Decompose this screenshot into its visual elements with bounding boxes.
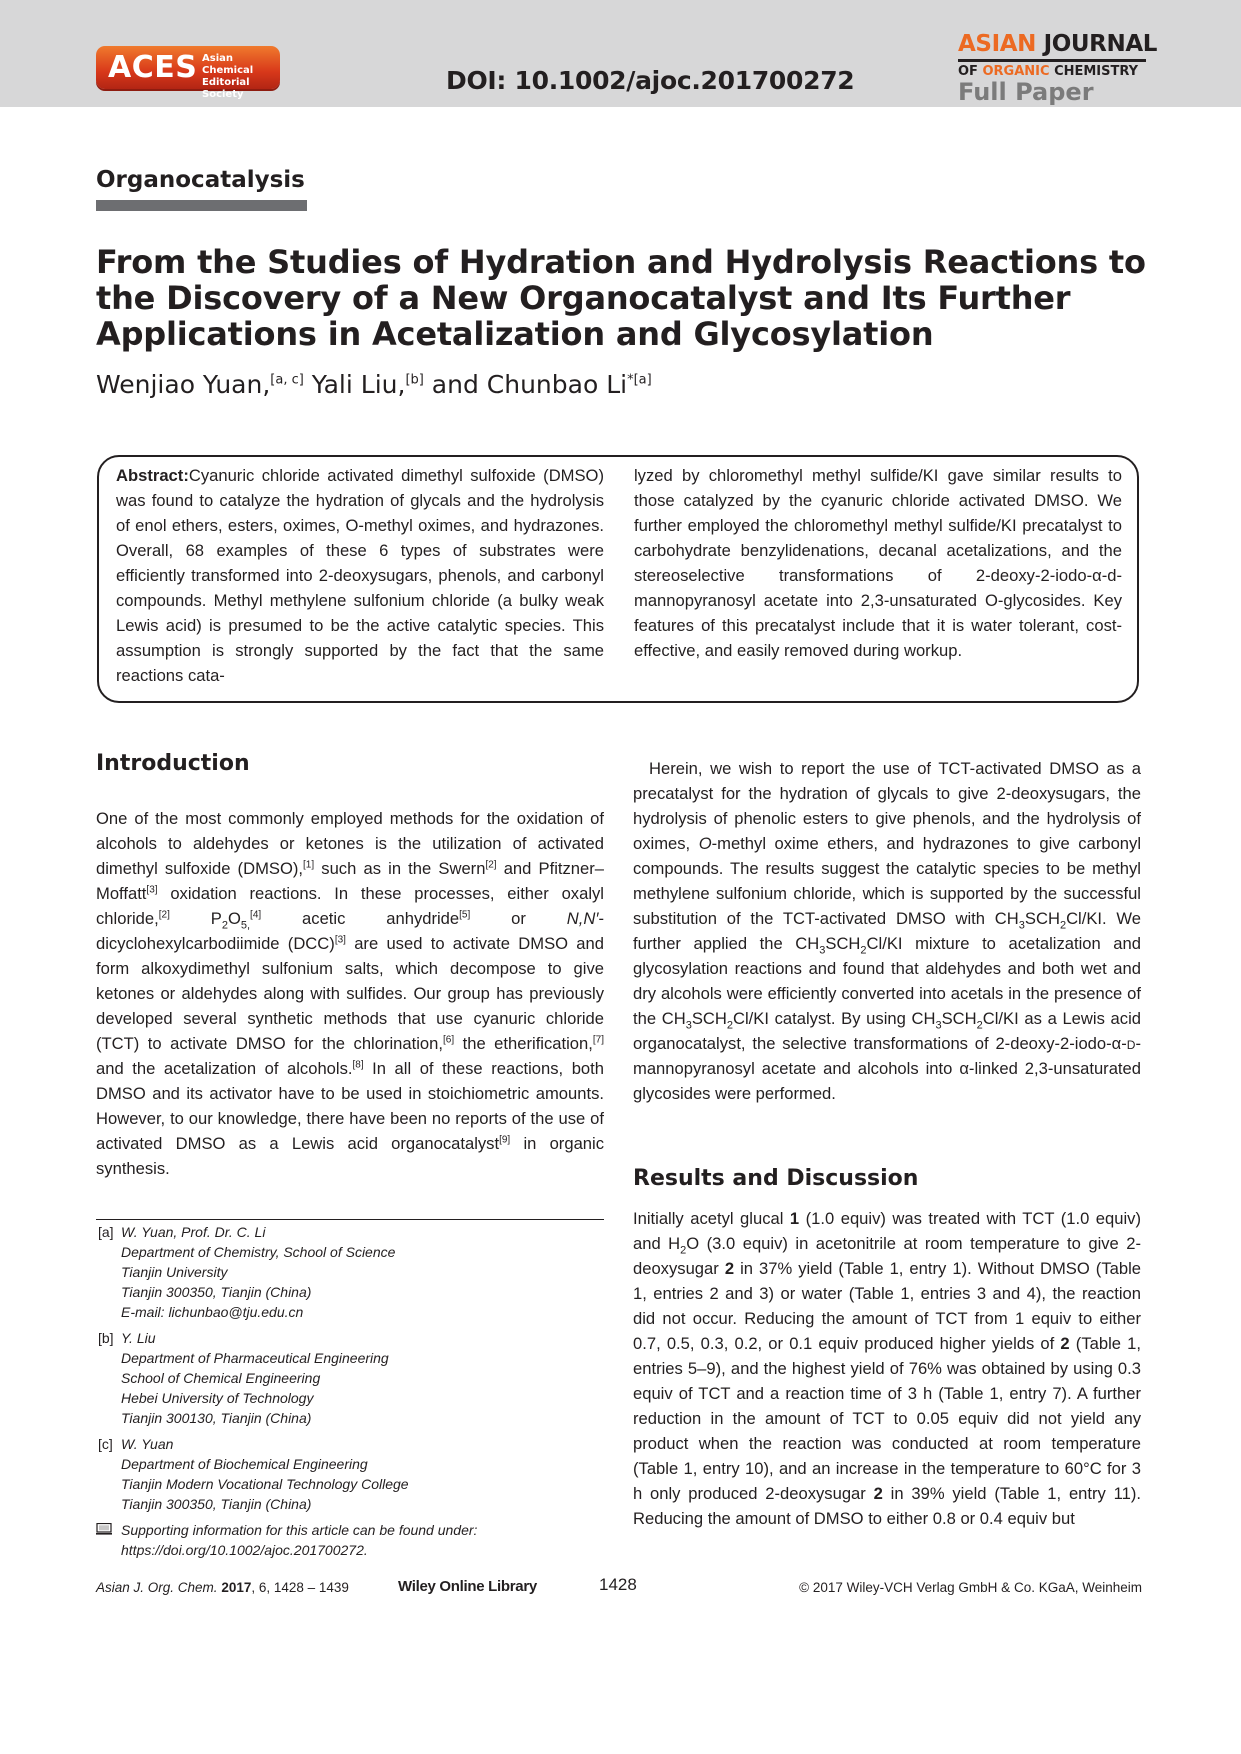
- supporting-info-link[interactable]: https://doi.org/10.1002/ajoc.201700272.: [121, 1542, 368, 1558]
- supporting-information: [96, 1520, 606, 1560]
- affiliation-tag: [a]: [98, 1224, 114, 1240]
- affiliation-line: W. Yuan, Prof. Dr. C. Li: [121, 1224, 266, 1240]
- page-number: 1428: [599, 1575, 637, 1594]
- affiliation-line: W. Yuan: [121, 1436, 174, 1452]
- citation[interactable]: [5]: [459, 909, 471, 921]
- affiliation-line: Hebei University of Technology: [121, 1390, 314, 1406]
- abstract-label: Abstract:: [116, 466, 189, 485]
- citation[interactable]: [6]: [443, 1034, 455, 1046]
- citation[interactable]: [2]: [485, 859, 497, 871]
- abstract-right-column: lyzed by chloromethyl methyl sulfide/KI gave similar results to those catalyzed by the cyanuric chloride activated DMSO. We further employed the chloromethyl methyl sulfide/KI precatalyst to carbohydrate benzylidenations, decanal acetalizations, and the stereoselective transformations of 2-deoxy-2-iodo-α-d-mannopyranosyl acetate into 2,3-unsaturated O-glycosides. Key features of this precatalyst include that it is water tolerant, cost-effective, and easily removed during workup.: [634, 466, 1122, 660]
- citation[interactable]: [2]: [158, 909, 170, 921]
- affiliation-c: [96, 1434, 606, 1514]
- citation[interactable]: [1]: [303, 859, 315, 871]
- herein-paragraph: Herein, we wish to report the use of TCT-activated DMSO as a precatalyst for the hydration of glycals to give 2-deoxysugars, the hydrolysis of phenolic esters to give phenols, and the hydrolysis of oximes, O-methyl oxime ethers, and hydrazones to give carbonyl compounds. The results suggest the catalytic species to be methyl methylene sulfonium chloride, which is supported by the successful substitution of the TCT-activated DMSO with $CH_3SCH_2Cl/KI$. We further applied the $CH_3SCH_2Cl/KI$ mixture to acetalization and glycosylation reactions and found that aldehydes and both wet and dry alcohols were efficiently converted into acetals in the presence of the $CH_3SCH_2Cl/KI$ catalyst. By using $CH_3SCH_2Cl/KI$ as a Lewis acid organocatalyst, the selective transformations of 2-deoxy-2-iodo-α-d-mannopyranosyl acetate and alcohols into α-linked 2,3-unsaturated glycosides were performed.: [633, 759, 1142, 1103]
- doi[interactable]: DOI: 10.1002/ajoc.201700272: [446, 66, 855, 95]
- abstract-left-column: [116, 463, 604, 688]
- affiliation-tag: [c]: [98, 1436, 113, 1452]
- footnote-rule: [96, 1219, 604, 1220]
- compound-ref: 1: [789, 1209, 800, 1228]
- copyright: © 2017 Wiley-VCH Verlag GmbH & Co. KGaA, Weinheim: [799, 1580, 1142, 1595]
- citation[interactable]: [9]: [499, 1134, 511, 1146]
- email-link[interactable]: E-mail: lichunbao@tju.edu.cn: [121, 1304, 304, 1320]
- section-bar: [96, 200, 307, 211]
- journal-word-asian: ASIAN: [958, 31, 1036, 57]
- compound-ref: 2: [1060, 1334, 1070, 1353]
- computer-icon: [96, 1523, 112, 1535]
- affiliation-a: [96, 1222, 606, 1322]
- results-heading: Results and Discussion: [633, 1166, 919, 1191]
- article-title: From the Studies of Hydration and Hydrolysis Reactions to the Discovery of a New Organocatalyst and Its Further Applications in Acetalization and Glycosylation: [96, 243, 1146, 353]
- author-3: and Chunbao Li: [423, 370, 628, 399]
- section-label: Organocatalysis: [96, 167, 305, 193]
- affiliation-line: Department of Pharmaceutical Engineering: [121, 1350, 389, 1366]
- compound-ref: 2: [873, 1484, 883, 1503]
- affiliation-line: Tianjin 300130, Tianjin (China): [121, 1410, 312, 1426]
- aces-logo[interactable]: [96, 46, 280, 100]
- affiliation-line: Tianjin 300350, Tianjin (China): [121, 1284, 312, 1300]
- introduction-heading: Introduction: [96, 751, 250, 776]
- journal-word-chemistry: CHEMISTRY: [1054, 64, 1139, 79]
- affiliation-line: Department of Chemistry, School of Science: [121, 1244, 396, 1260]
- article-type: Full Paper: [958, 78, 1094, 106]
- affiliation-line: School of Chemical Engineering: [121, 1370, 321, 1386]
- affiliation-line: Tianjin Modern Vocational Technology College: [121, 1476, 409, 1492]
- journal-word-journal: JOURNAL: [1043, 31, 1157, 57]
- journal-logo-rule: [958, 59, 1146, 62]
- author-1-affil: [a, c]: [270, 372, 304, 388]
- author-2: Yali Liu,: [303, 370, 406, 399]
- citation[interactable]: [4]: [250, 909, 262, 921]
- wiley-online-library[interactable]: Wiley Online Library: [398, 1578, 537, 1595]
- results-paragraph: Initially acetyl glucal 1 (1.0 equiv) was treated with TCT (1.0 equiv) and $H_2O$ (3.0 equiv) in acetonitrile at room temperature to give 2-deoxysugar 2 in 37% yield (Table 1, entry 1). Without DMSO (Table 1, entries 2 and 3) or water (Table 1, entries 3 and 4), the reaction did not occur. Reducing the amount of TCT from 1 equiv to either 0.7, 0.5, 0.3, 0.2, or 0.1 equiv produced higher yields of 2 (Table 1, entries 5–9), and the highest yield of 76% was obtained by using 0.3 equiv of TCT and a reaction time of 3 h (Table 1, entry 7). A further reduction in the amount of TCT to 0.05 equiv did not yield any product when the reaction was conducted at room temperature (Table 1, entry 10), and an increase in the temperature to 60°C for 3 h only produced 2-deoxysugar 2 in 39% yield (Table 1, entry 11). Reducing the amount of DMSO to either 0.8 or 0.4 equiv but: [633, 1209, 1142, 1528]
- supporting-info-text: Supporting information for this article can be found under:: [121, 1522, 478, 1538]
- author-1: Wenjiao Yuan,: [96, 370, 271, 399]
- affiliation-tag: [b]: [98, 1330, 114, 1346]
- citation[interactable]: [3]: [334, 934, 346, 946]
- compound-ref: 2: [724, 1259, 735, 1278]
- citation[interactable]: [7]: [592, 1034, 605, 1046]
- journal-logo: [958, 31, 1157, 106]
- introduction-paragraph: One of the most commonly employed methods for the oxidation of alcohols to aldehydes or ketones is the utilization of activated dimethyl sulfoxide (DMSO),[1] such as in the Swern[2] and Pfitzner–Moffatt[3] oxidation reactions. In these processes, either oxalyl chloride,[2] $P_2O_{5,}[4]$ acetic anhydride[5] or N,N′-dicyclohexylcarbodiimide (DCC)[3] are used to activate DMSO and form alkoxydimethyl sulfonium salts, which decompose to give ketones or aldehydes along with sulfides. Our group has previously developed several synthetic methods that use cyanuric chloride (TCT) to activate DMSO for the chlorination,[6] the etherification,[7] and the acetalization of alcohols.[8] In all of these reactions, both DMSO and its activator have to be used in stoichiometric amounts. However, to our knowledge, there have been no reports of the use of activated DMSO as a Lewis acid organocatalyst[9] in organic synthesis.: [96, 809, 605, 1178]
- affiliation-line: Y. Liu: [121, 1330, 156, 1346]
- abstract-left-text: Cyanuric chloride activated dimethyl sulfoxide (DMSO) was found to catalyze the hydration of glycals and the hydrolysis of enol ethers, esters, oximes, O-methyl oximes, and hydrazones. Overall, 68 examples of these 6 types of substrates were efficiently transformed into 2-deoxysugars, phenols, and carbonyl compounds. Methyl methylene sulfonium chloride (a bulky weak Lewis acid) is presumed to be the active catalytic species. This assumption is strongly supported by the fact that the same reactions cata-: [116, 466, 604, 685]
- author-2-affil: [b]: [405, 372, 424, 388]
- affiliation-line: Department of Biochemical Engineering: [121, 1456, 368, 1472]
- journal-word-organic: ORGANIC: [982, 64, 1050, 79]
- aces-logo-subtitle: Asian Chemical Editorial Society: [202, 53, 254, 100]
- citation[interactable]: [3]: [146, 884, 158, 896]
- journal-word-of: OF: [958, 64, 978, 79]
- author-list: [96, 370, 652, 399]
- affiliation-line: Tianjin University: [121, 1264, 228, 1280]
- author-3-affil: *[a]: [627, 372, 652, 388]
- footer-citation: Asian J. Org. Chem. 2017, 6, 1428 – 1439: [96, 1580, 349, 1595]
- aces-logo-text: ACES: [108, 50, 198, 85]
- affiliation-line: Tianjin 300350, Tianjin (China): [121, 1496, 312, 1512]
- affiliation-b: [96, 1328, 606, 1428]
- citation[interactable]: [8]: [352, 1059, 364, 1071]
